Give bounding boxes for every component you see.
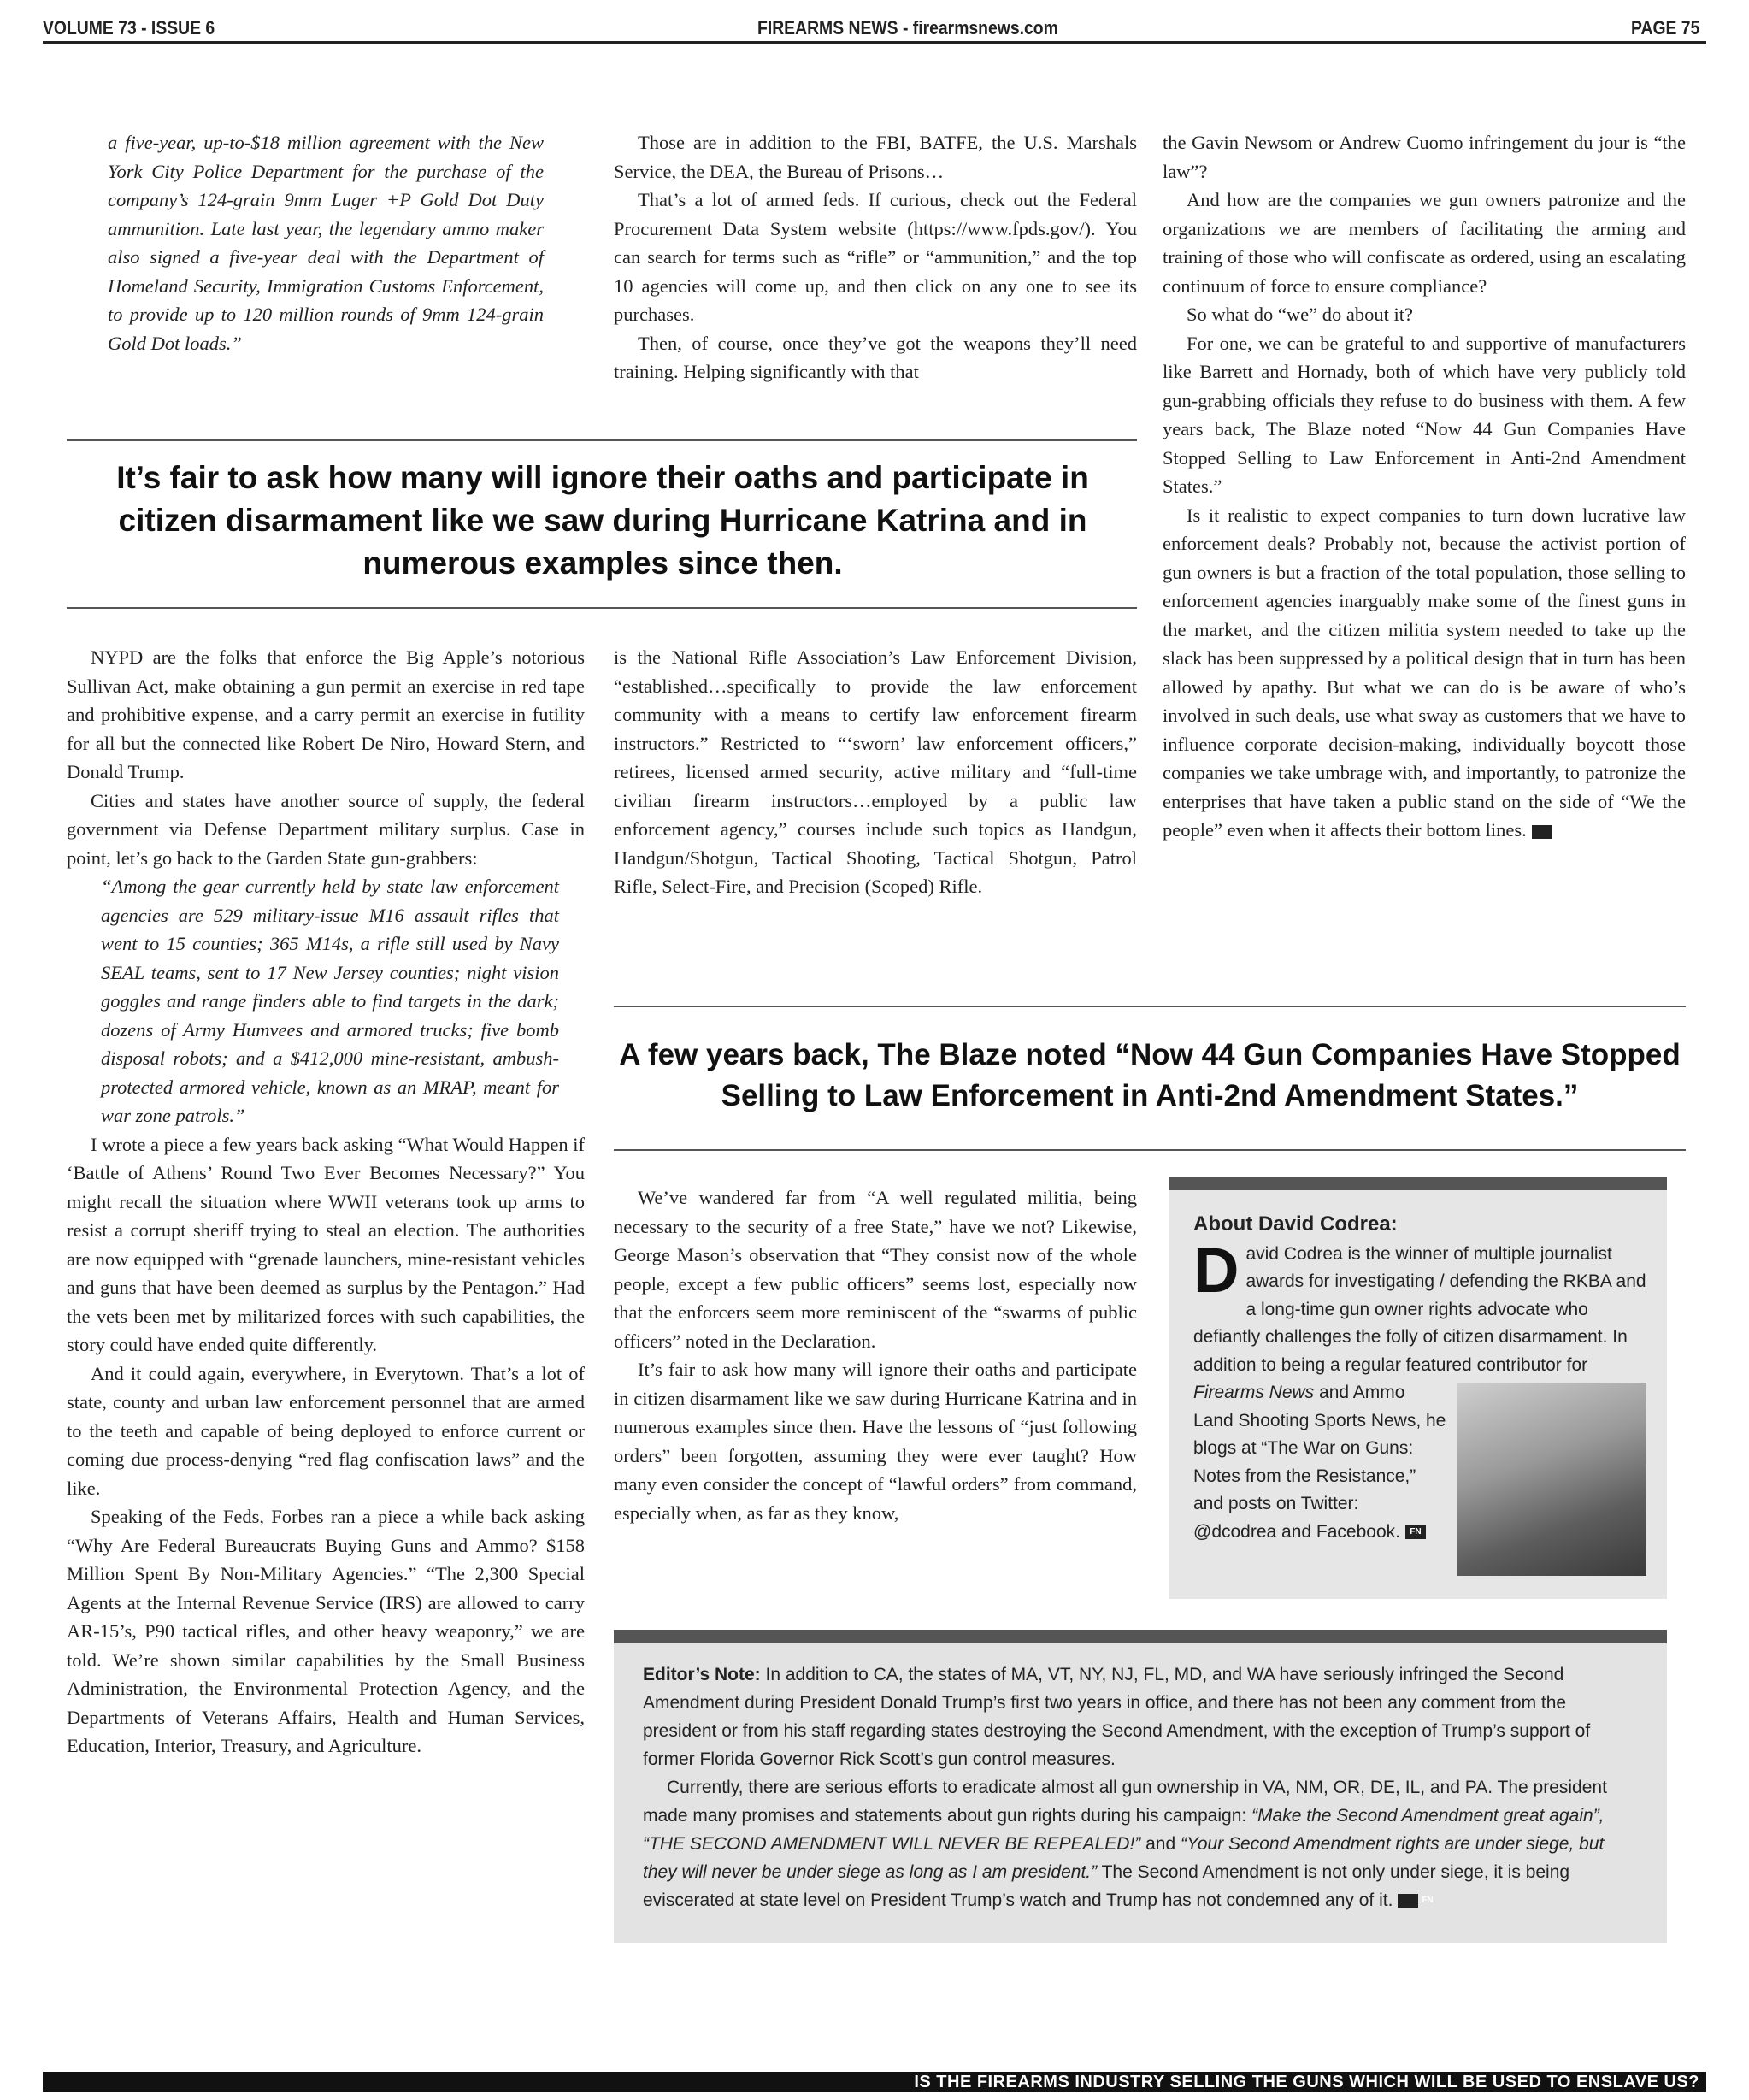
col2-upper xyxy=(614,643,1137,901)
col1 xyxy=(67,643,585,1761)
volume-issue: VOLUME 73 - ISSUE 6 xyxy=(43,17,215,38)
col3-p4: For one, we can be grateful to and supportive of manufacturers like Barrett and Hornady, both of which have very publicly told gun-grabbing officials they refuse to do business with them. A few years back, The Blaze noted “Now 44 Gun Companies Have Stopped Selling to Law Enforcement in Anti-2nd Amendment States.” xyxy=(1163,332,1686,497)
page-header xyxy=(43,15,1706,44)
about-author-box xyxy=(1169,1177,1667,1599)
page-number: PAGE 75 xyxy=(1631,17,1700,38)
col3-p1-text: the Gavin Newsom or Andrew Cuomo infringement du jour is “the law”? xyxy=(1163,132,1686,182)
col1-blockquote: “Among the gear currently held by state law enforcement agencies are 529 military-issue M16 assault rifles that went to 15 counties; 365 M14s, a rifle still used by Navy SEAL teams, sent to 17 New Jersey counties; night vision goggles and range finders able to find targets in the dark; dozens of Army Humvees and armored trucks; five bomb disposal robots; and a $412,000 mine-resistant, ambush-protected armored vehicle, known as an MRAP, meant for war zone patrols.” xyxy=(101,876,559,1126)
pull-quote-1-bottom-rule xyxy=(67,607,1137,609)
pull-quote-1: It’s fair to ask how many will ignore their oaths and participate in citizen disarmament like we saw during Hurricane Katrina and in numerous examples since then. xyxy=(116,460,1089,581)
editors-note-quote-2: “Your Second Amendment rights are under siege, but they will never be under siege as long as I am president.” xyxy=(643,1834,1605,1882)
col2-p3: It’s fair to ask how many will ignore their oaths and participate in citizen disarmament like we saw during Hurricane Katrina and in numerous examples since then. Have the lessons of “just following orders” been forgotten, assuming they were ever taught? How many even consider the concept of “lawful orders” from command, especially when, as far as they know, xyxy=(614,1359,1137,1524)
col3-p5-text: Is it realistic to expect companies to turn down lucrative law enforcement deals? Probably not, because the activist portion of gun owners is but a fraction of the total population, those selling to enforcement agencies inarguably make some of the finest guns in the market, and the citizen militia system needed to take up the slack has been suppressed by a political design that in turn has been allowed by apathy. But what we can do is be aware of who’s involved in such deals, use what sway as customers that we have to influence corporate decision-making, individually boycott those companies we take umbrage with, and importantly, to patronize the enterprises that have taken a public stand on the side of “We the people” even when it affects their bottom lines. xyxy=(1163,504,1686,841)
author-photo xyxy=(1457,1383,1646,1576)
col1-p4: And it could again, everywhere, in Everytown. That’s a lot of state, county and urban law enforcement personnel that are armed to the teeth and capable of being deployed to enforce current or coming due process-denying “red flag confiscation laws” and the like. xyxy=(67,1362,585,1499)
col1-p1: NYPD are the folks that enforce the Big Apple’s notorious Sullivan Act, make obtaining a gun permit an exercise in red tape and prohibitive expense, and a carry permit an exercise in futility for all but the connected like Robert De Niro, Howard Stern, and Donald Trump. xyxy=(67,646,585,782)
page-footer xyxy=(43,2072,1706,2092)
pull-quote-2-bottom-rule xyxy=(614,1149,1686,1151)
pull-quote-1-top-rule xyxy=(67,439,1137,441)
editors-note-label: Editor’s Note: xyxy=(643,1665,761,1684)
top-col2-p3: Then, of course, once they’ve got the weapons they’ll need training. Helping significantly with that xyxy=(614,332,1137,382)
top-col1 xyxy=(108,128,544,357)
fn-bio-mark-icon: FN xyxy=(1405,1525,1426,1539)
editors-note-p1-text: In addition to CA, the states of MA, VT, NY, NJ, FL, MD, and WA have seriously infringed the Second Amendment during President Donald Trump’s first two years in office, and there has not been any comment from the president or from his staff regarding states destroying the Second Amendment, with the exception of Trump’s support of former Florida Governor Rick Scott’s gun control measures. xyxy=(643,1665,1591,1769)
col2-lower xyxy=(614,1183,1137,1527)
col1-p5: Speaking of the Feds, Forbes ran a piece a while back asking “Why Are Federal Bureaucrats Buying Guns and Ammo? $158 Million Spent By Non-Military Agencies.” “The 2,300 Special Agents at the Internal Revenue Service (IRS) are allowed to carry AR-15’s, P90 tactical rifles, and other heavy weaponry,” we are told. We’re shown similar capabilities by the Small Business Administration, the Environmental Protection Agency, and the Departments of Veterans Affairs, Health and Human Services, Education, Interior, Treasury, and Agriculture. xyxy=(67,1506,585,1756)
pull-quote-2: A few years back, The Blaze noted “Now 44 Gun Companies Have Stopped Selling to Law Enforcement in Anti-2nd Amendment States.” xyxy=(619,1038,1681,1112)
col1-p2: Cities and states have another source of supply, the federal government via Defense Department military surplus. Case in point, let’s go back to the Garden State gun-grabbers: xyxy=(67,789,585,869)
col3-p5 xyxy=(1163,501,1686,845)
col2-p2: We’ve wandered far from “A well regulated militia, being necessary to the security of a free State,” have we not? Likewise, George Mason’s observation that “They consist now of the whole people, except a few public officers” seems lost, especially now that the enforcers seem more reminiscent of the “swarms of public officers” noted in the Declaration. xyxy=(614,1187,1137,1352)
top-col1-quote: a five-year, up-to-$18 million agreement with the New York City Police Department for the purchase of the company’s 124-grain 9mm Luger +P Gold Dot Duty ammunition. Late last year, the legendary ammo maker also signed a five-year deal with the Department of Homeland Security, Immigration Customs Enforcement, to provide up to 120 million rounds of 9mm 124-grain Gold Dot loads.” xyxy=(108,132,544,354)
editors-note-p1 xyxy=(643,1661,1638,1773)
about-author-body xyxy=(1193,1234,1646,1547)
editors-note-p2-c: The Second Amendment is not only under siege, it is being eviscerated at state level on President Trump’s watch and Trump has not condemned any of it. xyxy=(643,1862,1570,1910)
fn-editor-mark-icon: FN xyxy=(1398,1894,1418,1908)
editors-note-box xyxy=(614,1630,1667,1943)
editors-note-p2-a: Currently, there are serious efforts to eradicate almost all gun ownership in VA, NM, OR, DE, IL, and PA. The president made many promises and statements about gun rights during his campaign: xyxy=(643,1778,1607,1826)
col3-p3: So what do “we” do about it? xyxy=(1187,304,1413,325)
footer-tagline: IS THE FIREARMS INDUSTRY SELLING THE GUNS WHICH WILL BE USED TO ENSLAVE US? xyxy=(914,2073,1699,2091)
fn-end-mark-icon: FN xyxy=(1532,825,1552,839)
pull-quote-2-top-rule xyxy=(614,1006,1686,1007)
publication-name: FIREARMS NEWS - firearmsnews.com xyxy=(757,17,1058,38)
bio-text-b: and Ammo Land Shooting Sports News, he blogs at “The War on Guns: Notes from the Resistance,” and posts on Twitter: @dcodrea and Facebook. xyxy=(1193,1383,1446,1542)
bio-text-a: avid Codrea is the winner of multiple journalist awards for investigating / defending the RKBA and a long-time gun owner rights advocate who defiantly challenges the folly of citizen disarmament. In addition to being a regular featured contributor for xyxy=(1193,1243,1646,1375)
top-col2 xyxy=(614,128,1137,386)
col2-p1: is the National Rifle Association’s Law Enforcement Division, “established…specifically to provide the law enforcement community with a means to certify law enforcement firearm instructors.” Restricted to “‘sworn’ law enforcement officers,” retirees, licensed armed security, active military and “full-time civilian firearm instructors…employed by a public law enforcement agency,” courses include such topics as Handgun, Handgun/Shotgun, Tactical Shooting, Tactical Shotgun, Patrol Rifle, Select-Fire, and Precision (Scoped) Rifle. xyxy=(614,646,1137,897)
top-col2-p2: That’s a lot of armed feds. If curious, check out the Federal Procurement Data System website (https://www.fpds.gov/). You can search for terms such as “rifle” or “ammunition,” and the top 10 agencies will come up, and then click on any one to see its purchases. xyxy=(614,189,1137,325)
col3-p1 xyxy=(1163,128,1686,186)
editors-note-p2-b: and xyxy=(1140,1834,1181,1854)
editors-note-quote-1: “Make the Second Amendment great again”, “THE SECOND AMENDMENT WILL NEVER BE REPEALED!” xyxy=(643,1806,1605,1854)
drop-cap: D xyxy=(1193,1234,1240,1306)
about-author-title: About David Codrea: xyxy=(1193,1212,1398,1236)
col3 xyxy=(1163,128,1686,845)
bio-italic: Firearms News xyxy=(1193,1383,1315,1402)
col3-p2: And how are the companies we gun owners patronize and the organizations we are members of facilitating the arming and training of those who will confiscate as ordered, using an escalating continuum of force to ensure compliance? xyxy=(1163,189,1686,297)
col1-p3: I wrote a piece a few years back asking “What Would Happen if ‘Battle of Athens’ Round Two Ever Becomes Necessary?” You might recall the situation where WWII veterans took up arms to resist a corrupt sheriff trying to steal an election. The authorities are now equipped with “grenade launchers, mine-resistant vehicles and guns that have been deemed as surplus by the Pentagon.” Had the vets been met by militarized forces with such capabilities, the story could have ended quite differently. xyxy=(67,1133,585,1355)
top-col2-p1: Those are in addition to the FBI, BATFE, the U.S. Marshals Service, the DEA, the Bureau of Prisons… xyxy=(614,132,1137,182)
editors-note-p2 xyxy=(643,1773,1638,1914)
